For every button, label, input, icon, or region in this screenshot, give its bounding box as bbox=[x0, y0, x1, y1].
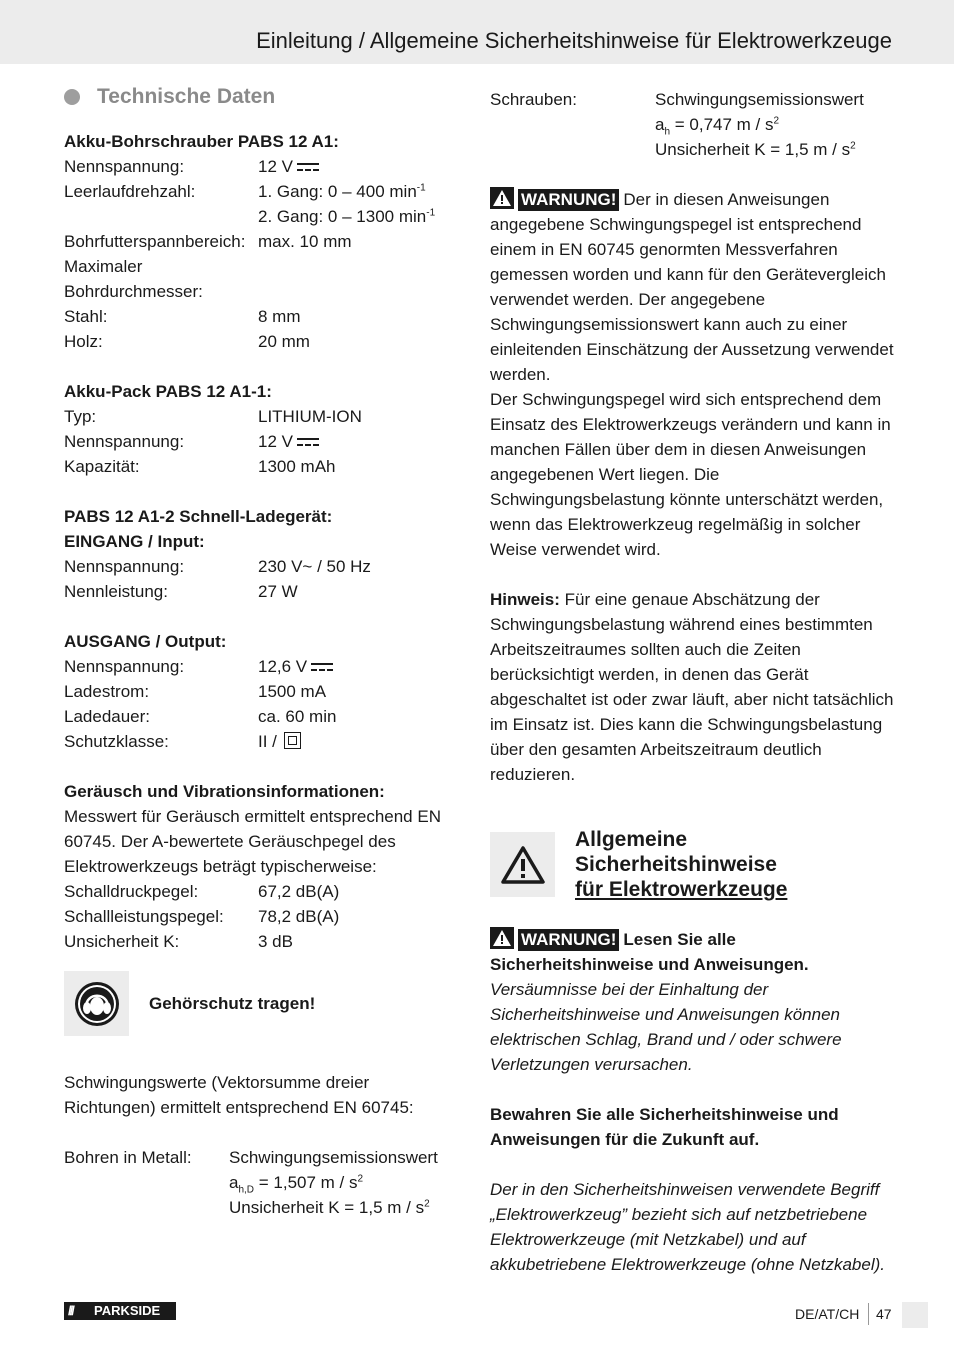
caution-icon bbox=[490, 832, 555, 897]
spec-value-text: Unsicherheit K = 1,5 m / s bbox=[655, 140, 851, 159]
subscript: h,D bbox=[238, 1184, 255, 1196]
spec-value bbox=[258, 429, 464, 454]
exponent: 2 bbox=[850, 140, 856, 152]
left-column bbox=[64, 84, 464, 1220]
spec-value bbox=[655, 87, 864, 162]
spec-row bbox=[64, 929, 464, 954]
logo-text: PARKSIDE bbox=[94, 1303, 161, 1318]
spec-key: Nennspannung: bbox=[64, 657, 185, 676]
spec-key: Nennleistung: bbox=[64, 582, 168, 601]
spec-key: Stahl: bbox=[64, 307, 108, 326]
dc-symbol-icon bbox=[297, 438, 319, 447]
safety-title-line: für Elektrowerkzeuge bbox=[575, 878, 788, 901]
spec-value: 230 V~ / 50 Hz bbox=[258, 557, 371, 576]
spec-key: Leerlaufdrehzahl: bbox=[64, 182, 196, 201]
spec-row bbox=[64, 704, 464, 729]
spec-row bbox=[64, 229, 464, 254]
safety-title-line: Allgemeine bbox=[575, 828, 688, 851]
spec-key: Schallleistungspegel: bbox=[64, 907, 224, 926]
page-header bbox=[0, 0, 954, 64]
noise-heading: Geräusch und Vibrationsinformationen: bbox=[64, 782, 385, 801]
spec-value: ca. 60 min bbox=[258, 707, 337, 726]
spec-row bbox=[64, 579, 464, 604]
spec-value: 1300 mAh bbox=[258, 457, 336, 476]
spec-key: Bohren in Metall: bbox=[64, 1148, 192, 1167]
right-column bbox=[490, 87, 895, 1277]
spec-value-text: Schwingungsemissionswert bbox=[229, 1148, 438, 1167]
exponent: 2 bbox=[357, 1173, 364, 1185]
section-title: Technische Daten bbox=[97, 85, 276, 108]
hearing-protection-label: Gehörschutz tragen! bbox=[149, 994, 316, 1013]
spec-value-text: II / bbox=[258, 732, 282, 751]
warning-italic-text: Versäumnisse bei der Einhaltung der Sicherheitshinweise und Anweisungen können elektrischen Schlag, Brand und / oder schwere Verletzungen verursachen. bbox=[490, 980, 842, 1074]
protection-class-ii-icon bbox=[284, 732, 301, 749]
spec-key: Nennspannung: bbox=[64, 557, 185, 576]
spec-value bbox=[229, 1145, 438, 1220]
logo-stripes: /// bbox=[68, 1303, 73, 1318]
spec-key: Kapazität: bbox=[64, 457, 140, 476]
spec-value-text: = 0,747 m / s bbox=[670, 115, 774, 134]
footer-tab bbox=[902, 1302, 928, 1328]
spec-value: 78,2 dB(A) bbox=[258, 907, 340, 926]
safety-title-line: Sicherheitshinweise bbox=[575, 853, 777, 876]
spec-value-text: 12 V bbox=[258, 432, 293, 451]
spec-key: Bohrdurchmesser: bbox=[64, 282, 203, 301]
spec-value bbox=[258, 179, 464, 204]
vibration-row bbox=[490, 87, 895, 162]
spec-row bbox=[64, 679, 464, 704]
input-heading: EINGANG / Input: bbox=[64, 532, 205, 551]
spec-value-text: 2. Gang: 0 – 1300 min bbox=[258, 207, 427, 226]
spec-value bbox=[258, 204, 464, 229]
keep-instructions: Bewahren Sie alle Sicherheitshinweise und Anweisungen für die Zukunft auf. bbox=[490, 1105, 839, 1149]
spec-row bbox=[64, 454, 464, 479]
exponent: -1 bbox=[416, 182, 426, 194]
spec-row bbox=[64, 179, 464, 204]
spec-value: 8 mm bbox=[258, 307, 301, 326]
spec-row bbox=[64, 279, 464, 304]
spec-value-text: 12,6 V bbox=[258, 657, 308, 676]
spec-key: Typ: bbox=[64, 407, 97, 426]
spec-value: 27 W bbox=[258, 582, 298, 601]
noise-text: Messwert für Geräusch ermittelt entsprechend EN 60745. Der A-bewertete Geräuschpegel des Elektrowerkzeugs beträgt typischerweise: bbox=[64, 807, 441, 876]
symbol-a: a bbox=[655, 115, 665, 134]
warning-badge: WARNUNG! bbox=[518, 189, 619, 211]
spec-value: 20 mm bbox=[258, 332, 310, 351]
spec-value: 1500 mA bbox=[258, 682, 327, 701]
footer-divider bbox=[868, 1303, 869, 1325]
spec-key-empty bbox=[64, 204, 258, 229]
bullet-icon bbox=[64, 89, 80, 105]
page-title: Einleitung / Allgemeine Sicherheitshinweise für Elektrowerkzeuge bbox=[256, 28, 892, 53]
spec-row bbox=[64, 554, 464, 579]
spec-row bbox=[64, 254, 464, 279]
dc-symbol-icon bbox=[311, 663, 333, 672]
safety-heading bbox=[490, 827, 895, 902]
spec-row bbox=[64, 404, 464, 429]
spec-value bbox=[258, 154, 464, 179]
symbol-a: a bbox=[229, 1173, 239, 1192]
warning-paragraph bbox=[490, 187, 895, 387]
warning-text: Der in diesen Anweisungen angegebene Schwingungspegel ist entsprechend einem in EN 60745 genormten Messverfahren gemessen worden und kann für den Gerätevergleich verwendet werden. Der angegebene Schwingungsemissionswert kann auch zu einer einleitenden Einschätzung der Aussetzung verwendet werden. bbox=[490, 190, 894, 384]
drill-heading: Akku-Bohrschrauber PABS 12 A1: bbox=[64, 132, 339, 151]
country-codes: DE/AT/CH bbox=[795, 1306, 860, 1322]
spec-key: Maximaler bbox=[64, 257, 143, 276]
spec-value: LITHIUM-ION bbox=[258, 407, 362, 426]
warning-triangle-icon bbox=[490, 187, 514, 209]
spec-row bbox=[64, 904, 464, 929]
spec-row bbox=[64, 879, 464, 904]
warning-badge: WARNUNG! bbox=[518, 929, 619, 951]
spec-value: 67,2 dB(A) bbox=[258, 882, 340, 901]
page-number: 47 bbox=[876, 1306, 892, 1322]
spec-value-text: = 1,507 m / s bbox=[254, 1173, 358, 1192]
note-paragraph bbox=[490, 587, 895, 787]
warning-bold-text: Lesen Sie alle Sicherheitshinweise und Anweisungen. bbox=[490, 930, 809, 974]
spec-value: max. 10 mm bbox=[258, 232, 352, 251]
spec-key: Bohrfutterspannbereich: bbox=[64, 232, 246, 251]
vibration-intro: Schwingungswerte (Vektorsumme dreier Richtungen) ermittelt entsprechend EN 60745: bbox=[64, 1073, 414, 1117]
spec-row bbox=[64, 429, 464, 454]
spec-value-text: Schwingungsemissionswert bbox=[655, 90, 864, 109]
spec-value-text: Unsicherheit K = 1,5 m / s bbox=[229, 1198, 425, 1217]
spec-row bbox=[64, 304, 464, 329]
spec-row bbox=[64, 204, 464, 229]
exponent: -1 bbox=[426, 207, 436, 219]
pack-heading: Akku-Pack PABS 12 A1-1: bbox=[64, 382, 272, 401]
spec-key: Schrauben: bbox=[490, 90, 577, 109]
spec-value-text: 1. Gang: 0 – 400 min bbox=[258, 182, 417, 201]
hearing-protection-icon bbox=[64, 971, 129, 1036]
parkside-logo bbox=[64, 1302, 176, 1320]
section-heading bbox=[64, 84, 464, 109]
spec-key: Holz: bbox=[64, 332, 103, 351]
warning-triangle-icon bbox=[490, 927, 514, 949]
spec-key: Nennspannung: bbox=[64, 157, 185, 176]
hearing-protection-row bbox=[64, 971, 464, 1036]
note-label: Hinweis: bbox=[490, 590, 560, 609]
spec-row bbox=[64, 154, 464, 179]
term-definition: Der in den Sicherheitshinweisen verwendete Begriff „Elektrowerkzeug” bezieht sich auf netzbetriebene Elektrowerkzeuge (mit Netzkabel) und auf akkubetriebene Elektrowerkzeuge (ohne Netzkabel). bbox=[490, 1180, 886, 1274]
spec-row bbox=[64, 654, 464, 679]
dc-symbol-icon bbox=[297, 163, 319, 172]
safety-title bbox=[575, 827, 787, 902]
spec-key: Ladestrom: bbox=[64, 682, 150, 701]
spec-value bbox=[258, 729, 464, 754]
note-text: Für eine genaue Abschätzung der Schwingungsbelastung während eines bestimmten Arbeitszeitraumes sollten auch die Zeiten berücksichtigt werden, in denen das Gerät abgeschaltet ist oder zwar läuft, aber nicht tatsächlich im Einsatz ist. Dies kann die Schwingungsbelastung über den gesamten Arbeitszeitraum deutlich reduzieren. bbox=[490, 590, 894, 784]
spec-row bbox=[64, 329, 464, 354]
spec-key: Schalldruckpegel: bbox=[64, 882, 199, 901]
spec-key: Nennspannung: bbox=[64, 432, 185, 451]
spec-key: Ladedauer: bbox=[64, 707, 151, 726]
spec-key: Unsicherheit K: bbox=[64, 932, 180, 951]
safety-warning bbox=[490, 927, 895, 1077]
spec-value-text: 12 V bbox=[258, 157, 293, 176]
spec-row bbox=[64, 729, 464, 754]
output-heading: AUSGANG / Output: bbox=[64, 632, 227, 651]
subscript: h bbox=[664, 126, 671, 138]
spec-value bbox=[258, 654, 464, 679]
exponent: 2 bbox=[773, 115, 780, 127]
vibration-row bbox=[64, 1145, 464, 1220]
warning-paragraph-2: Der Schwingungspegel wird sich entsprechend dem Einsatz des Elektrowerkzeugs verändern und kann in manchen Fällen über dem in diesen Anweisungen angegebenen Wert liegen. Die Schwingungsbelastung könnte unterschätzt werden, wenn das Elektrowerkzeug regelmäßig in solcher Weise verwendet wird. bbox=[490, 390, 891, 559]
exponent: 2 bbox=[424, 1198, 430, 1210]
spec-key: Schutzklasse: bbox=[64, 732, 169, 751]
spec-value: 3 dB bbox=[258, 932, 293, 951]
charger-heading: PABS 12 A1-2 Schnell-Ladegerät: bbox=[64, 507, 333, 526]
